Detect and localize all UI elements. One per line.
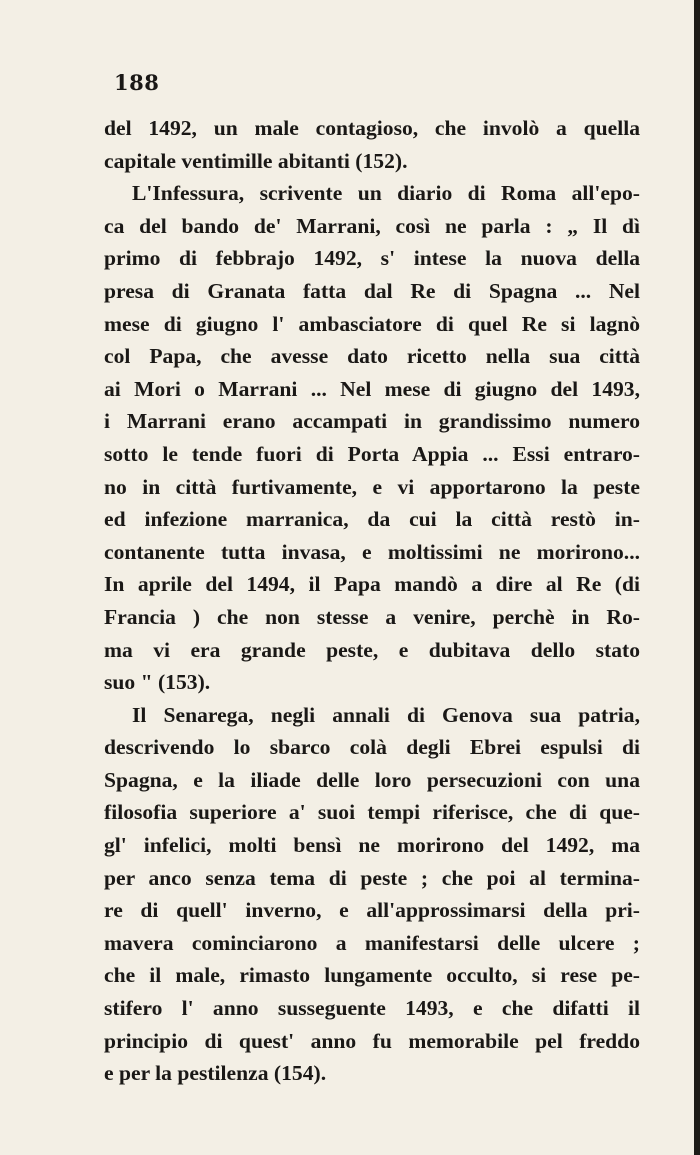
text-line: ca del bando de' Marrani, così ne parla : „ Il dì: [104, 213, 640, 238]
text-line: primo di febbrajo 1492, s' intese la nuova della: [104, 246, 640, 271]
text-line: stifero l' anno susseguente 1493, e che difatti il: [104, 996, 640, 1021]
text-line: per anco senza tema di peste ; che poi al termina-: [104, 865, 640, 890]
text-line: L'Infessura, scrivente un diario di Roma all'epo-: [132, 181, 640, 206]
text-line: Il Senarega, negli annali di Genova sua patria,: [132, 702, 640, 727]
text-line: ma vi era grande peste, e dubitava dello stato: [104, 637, 640, 662]
text-line: col Papa, che avesse dato ricetto nella sua città: [104, 344, 640, 369]
text-line: e per la pestilenza (154).: [104, 1061, 327, 1086]
text-line: capitale ventimille abitanti (152).: [104, 148, 408, 173]
text-line: sotto le tende fuori di Porta Appia ... Essi entraro-: [104, 441, 640, 466]
text-line: filosofia superiore a' suoi tempi riferisce, che di que-: [104, 800, 640, 825]
text-line: mese di giugno l' ambasciatore di quel Re si lagnò: [104, 311, 640, 336]
text-line: In aprile del 1494, il Papa mandò a dire al Re (di: [104, 572, 640, 597]
text-line: ai Mori o Marrani ... Nel mese di giugno del 1493,: [104, 376, 640, 401]
text-line: contanente tutta invasa, e moltissimi ne morirono...: [104, 539, 640, 564]
text-line: gl' infelici, molti bensì ne morirono del 1492, ma: [104, 833, 640, 858]
body-text: [104, 112, 640, 1090]
text-line: suo " (153).: [104, 670, 211, 695]
text-line: presa di Granata fatta dal Re di Spagna ... Nel: [104, 278, 640, 303]
text-line: i Marrani erano accampati in grandissimo numero: [104, 409, 640, 434]
text-line: Francia ) che non stesse a venire, perchè in Ro-: [104, 604, 640, 629]
text-line: ed infezione marranica, da cui la città restò in-: [104, 507, 640, 532]
page-edge-shadow: [694, 0, 700, 1155]
text-line: re di quell' inverno, e all'approssimarsi della pri-: [104, 898, 640, 923]
text-line: che il male, rimasto lungamente occulto, si rese pe-: [104, 963, 640, 988]
text-line: descrivendo lo sbarco colà degli Ebrei espulsi di: [104, 735, 640, 760]
text-line: del 1492, un male contagioso, che involò a quella: [104, 116, 640, 140]
text-line: mavera cominciarono a manifestarsi delle ulcere ;: [104, 930, 640, 955]
text-line: Spagna, e la iliade delle loro persecuzioni con una: [104, 767, 640, 792]
text-line: principio di quest' anno fu memorabile pel freddo: [104, 1028, 640, 1053]
page-number: 188: [114, 70, 160, 95]
text-line: no in città furtivamente, e vi apportarono la peste: [104, 474, 640, 499]
